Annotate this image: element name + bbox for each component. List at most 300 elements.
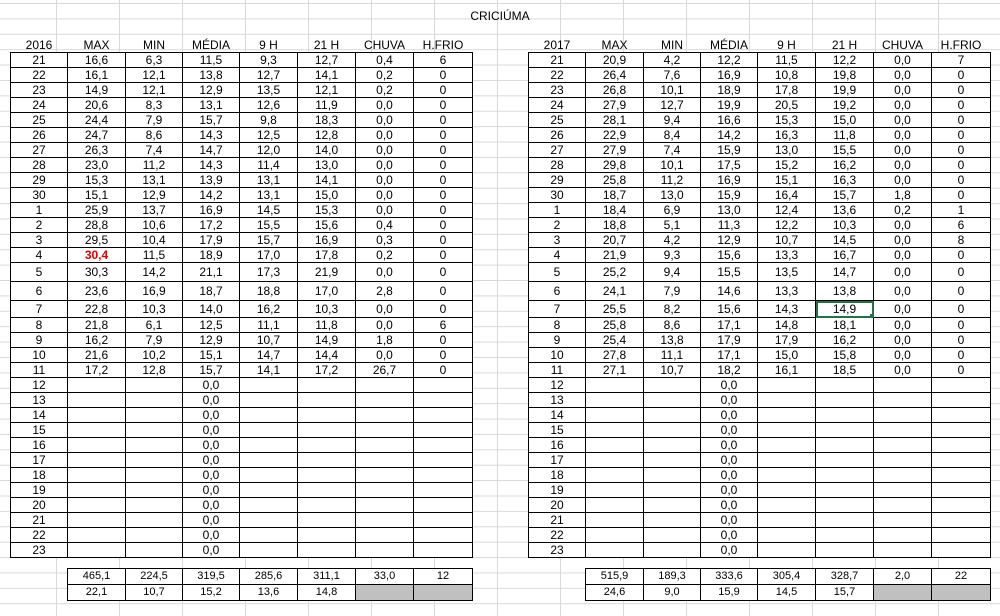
cell-hfrio[interactable] [932, 543, 991, 558]
cell-day[interactable]: 4 [11, 248, 68, 263]
cell-h9[interactable]: 16,3 [758, 128, 816, 143]
total-h21[interactable]: 311,1 [298, 569, 356, 585]
cell-h9[interactable] [758, 468, 816, 483]
cell-day[interactable]: 23 [11, 83, 68, 98]
total-max[interactable]: 465,1 [68, 569, 126, 585]
cell-hfrio[interactable] [932, 513, 991, 528]
total-h9[interactable]: 285,6 [240, 569, 298, 585]
cell-media[interactable]: 17,1 [701, 348, 758, 363]
cell-h9[interactable]: 16,4 [758, 188, 816, 203]
cell-media[interactable]: 15,7 [183, 113, 240, 128]
cell-min[interactable]: 11,5 [126, 248, 183, 263]
cell-h21[interactable]: 11,8 [298, 318, 356, 333]
cell-h21[interactable]: 12,7 [298, 53, 356, 68]
cell-day[interactable]: 23 [529, 543, 586, 558]
cell-media[interactable]: 14,6 [701, 282, 758, 301]
cell-max[interactable]: 14,9 [68, 83, 126, 98]
cell-max[interactable]: 27,8 [586, 348, 644, 363]
cell-max[interactable]: 15,3 [68, 173, 126, 188]
cell-max[interactable]: 18,7 [586, 188, 644, 203]
average-h9[interactable]: 13,6 [240, 585, 298, 601]
cell-day[interactable]: 23 [529, 83, 586, 98]
cell-media[interactable]: 0,0 [183, 498, 240, 513]
header-h9[interactable]: 9 H [259, 38, 278, 52]
cell-max[interactable]: 20,6 [68, 98, 126, 113]
cell-chuva[interactable]: 1,8 [356, 333, 414, 348]
cell-hfrio[interactable]: 0 [414, 113, 473, 128]
average-media[interactable]: 15,2 [183, 585, 240, 601]
cell-day[interactable]: 30 [529, 188, 586, 203]
header-hfrio[interactable]: H.FRIO [940, 38, 982, 52]
cell-hfrio[interactable]: 0 [932, 301, 991, 318]
cell-min[interactable] [644, 468, 701, 483]
cell-chuva[interactable]: 0,0 [874, 83, 932, 98]
cell-chuva[interactable]: 0,0 [874, 263, 932, 282]
cell-chuva[interactable] [356, 543, 414, 558]
cell-min[interactable]: 12,1 [126, 83, 183, 98]
cell-max[interactable] [68, 438, 126, 453]
cell-h9[interactable]: 14,8 [758, 318, 816, 333]
cell-hfrio[interactable]: 0 [414, 301, 473, 318]
cell-hfrio[interactable]: 0 [932, 158, 991, 173]
cell-min[interactable]: 12,9 [126, 188, 183, 203]
cell-hfrio[interactable]: 0 [414, 218, 473, 233]
cell-media[interactable]: 13,0 [701, 203, 758, 218]
average-h21[interactable]: 14,8 [298, 585, 356, 601]
cell-max[interactable] [586, 498, 644, 513]
cell-media[interactable]: 14,2 [183, 188, 240, 203]
cell-min[interactable]: 12,8 [126, 363, 183, 378]
cell-media[interactable]: 0,0 [183, 453, 240, 468]
cell-min[interactable]: 6,3 [126, 53, 183, 68]
cell-chuva[interactable]: 0,0 [874, 68, 932, 83]
cell-day[interactable]: 25 [11, 113, 68, 128]
cell-h21[interactable] [298, 528, 356, 543]
cell-h21[interactable] [298, 543, 356, 558]
cell-day[interactable]: 5 [529, 263, 586, 282]
cell-hfrio[interactable]: 0 [414, 203, 473, 218]
cell-max[interactable] [68, 408, 126, 423]
cell-chuva[interactable] [356, 498, 414, 513]
cell-h21[interactable] [816, 393, 874, 408]
cell-min[interactable]: 10,6 [126, 218, 183, 233]
cell-h9[interactable]: 13,5 [758, 263, 816, 282]
cell-chuva[interactable] [874, 453, 932, 468]
cell-hfrio[interactable]: 0 [414, 98, 473, 113]
cell-h21[interactable]: 19,2 [816, 98, 874, 113]
cell-media[interactable]: 0,0 [183, 423, 240, 438]
cell-min[interactable] [644, 498, 701, 513]
cell-media[interactable]: 18,9 [701, 83, 758, 98]
cell-h21[interactable]: 18,5 [816, 363, 874, 378]
cell-hfrio[interactable] [414, 513, 473, 528]
cell-hfrio[interactable] [414, 468, 473, 483]
cell-media[interactable]: 12,9 [183, 83, 240, 98]
cell-h21[interactable]: 13,8 [816, 282, 874, 301]
cell-h9[interactable]: 12,6 [240, 98, 298, 113]
cell-h21[interactable]: 16,2 [816, 333, 874, 348]
cell-h9[interactable]: 12,0 [240, 143, 298, 158]
cell-day[interactable]: 21 [11, 513, 68, 528]
cell-min[interactable]: 13,0 [644, 188, 701, 203]
cell-max[interactable]: 15,1 [68, 188, 126, 203]
cell-hfrio[interactable]: 7 [932, 53, 991, 68]
cell-hfrio[interactable]: 0 [932, 282, 991, 301]
total-hfrio[interactable]: 12 [414, 569, 473, 585]
cell-chuva[interactable]: 0,0 [874, 248, 932, 263]
cell-chuva[interactable]: 0,0 [356, 263, 414, 282]
cell-hfrio[interactable] [414, 438, 473, 453]
cell-h21[interactable]: 13,0 [298, 158, 356, 173]
cell-hfrio[interactable]: 0 [414, 333, 473, 348]
cell-h9[interactable]: 13,3 [758, 282, 816, 301]
cell-media[interactable]: 0,0 [183, 528, 240, 543]
header-hfrio[interactable]: H.FRIO [422, 38, 464, 52]
cell-h21[interactable]: 14,0 [298, 143, 356, 158]
cell-min[interactable]: 13,8 [644, 333, 701, 348]
cell-day[interactable]: 11 [11, 363, 68, 378]
cell-media[interactable]: 15,5 [701, 263, 758, 282]
cell-h21[interactable] [298, 378, 356, 393]
cell-hfrio[interactable]: 0 [414, 233, 473, 248]
total-chuva[interactable]: 33,0 [356, 569, 414, 585]
cell-max[interactable] [68, 498, 126, 513]
cell-chuva[interactable]: 0,0 [356, 173, 414, 188]
cell-min[interactable]: 9,4 [644, 263, 701, 282]
cell-max[interactable] [586, 528, 644, 543]
cell-hfrio[interactable]: 0 [414, 263, 473, 282]
cell-hfrio[interactable]: 0 [932, 143, 991, 158]
cell-media[interactable]: 0,0 [183, 393, 240, 408]
cell-chuva[interactable] [874, 528, 932, 543]
cell-max[interactable]: 17,2 [68, 363, 126, 378]
cell-min[interactable] [644, 543, 701, 558]
cell-chuva[interactable] [874, 513, 932, 528]
cell-min[interactable]: 7,6 [644, 68, 701, 83]
cell-media[interactable]: 0,0 [183, 543, 240, 558]
cell-h21[interactable]: 12,1 [298, 83, 356, 98]
cell-max[interactable]: 24,1 [586, 282, 644, 301]
cell-chuva[interactable]: 0,0 [874, 318, 932, 333]
cell-hfrio[interactable] [932, 408, 991, 423]
cell-max[interactable]: 16,2 [68, 333, 126, 348]
cell-h9[interactable]: 11,4 [240, 158, 298, 173]
cell-day[interactable]: 24 [529, 98, 586, 113]
cell-h21[interactable]: 14,9 [298, 333, 356, 348]
cell-h21[interactable]: 14,1 [298, 68, 356, 83]
header-media[interactable]: MÉDIA [191, 38, 230, 52]
cell-media[interactable]: 15,7 [183, 363, 240, 378]
cell-media[interactable]: 16,9 [183, 203, 240, 218]
cell-chuva[interactable]: 0,2 [356, 83, 414, 98]
cell-h9[interactable]: 13,3 [758, 248, 816, 263]
cell-day[interactable]: 12 [529, 378, 586, 393]
cell-min[interactable]: 14,2 [126, 263, 183, 282]
cell-day[interactable]: 15 [11, 423, 68, 438]
cell-media[interactable]: 13,9 [183, 173, 240, 188]
cell-h21[interactable]: 14,5 [816, 233, 874, 248]
empty-grey-cell[interactable] [932, 585, 991, 601]
cell-h9[interactable]: 13,1 [240, 188, 298, 203]
cell-min[interactable]: 10,3 [126, 301, 183, 318]
header-min[interactable]: MIN [661, 38, 683, 52]
cell-day[interactable]: 22 [11, 68, 68, 83]
header-min[interactable]: MIN [143, 38, 165, 52]
cell-hfrio[interactable]: 0 [414, 363, 473, 378]
cell-max[interactable] [586, 513, 644, 528]
cell-min[interactable]: 10,4 [126, 233, 183, 248]
cell-media[interactable]: 13,1 [183, 98, 240, 113]
cell-day[interactable]: 5 [11, 263, 68, 282]
cell-h21[interactable]: 10,3 [816, 218, 874, 233]
cell-min[interactable]: 8,6 [644, 318, 701, 333]
cell-h21[interactable] [816, 483, 874, 498]
cell-min[interactable]: 7,4 [126, 143, 183, 158]
cell-media[interactable]: 0,0 [701, 498, 758, 513]
cell-day[interactable]: 20 [11, 498, 68, 513]
cell-max[interactable]: 21,6 [68, 348, 126, 363]
total-hfrio[interactable]: 22 [932, 569, 991, 585]
cell-min[interactable]: 11,1 [644, 348, 701, 363]
cell-h9[interactable]: 13,0 [758, 143, 816, 158]
cell-chuva[interactable]: 2,8 [356, 282, 414, 301]
cell-min[interactable] [126, 498, 183, 513]
cell-media[interactable]: 14,3 [183, 158, 240, 173]
cell-h9[interactable]: 15,0 [758, 348, 816, 363]
cell-h9[interactable] [240, 438, 298, 453]
empty-grey-cell[interactable] [874, 585, 932, 601]
cell-hfrio[interactable]: 6 [414, 318, 473, 333]
cell-min[interactable]: 4,2 [644, 53, 701, 68]
cell-h21[interactable]: 14,1 [298, 173, 356, 188]
cell-h9[interactable]: 17,9 [758, 333, 816, 348]
cell-hfrio[interactable]: 0 [414, 68, 473, 83]
cell-h9[interactable] [758, 393, 816, 408]
cell-chuva[interactable] [356, 483, 414, 498]
cell-chuva[interactable]: 0,0 [356, 318, 414, 333]
cell-h21[interactable]: 18,3 [298, 113, 356, 128]
cell-day[interactable]: 29 [11, 173, 68, 188]
cell-max[interactable]: 21,8 [68, 318, 126, 333]
cell-media[interactable]: 0,0 [701, 453, 758, 468]
cell-min[interactable]: 13,7 [126, 203, 183, 218]
cell-min[interactable] [126, 423, 183, 438]
cell-day[interactable]: 7 [11, 301, 68, 318]
cell-h9[interactable] [240, 498, 298, 513]
cell-hfrio[interactable]: 0 [932, 128, 991, 143]
cell-min[interactable]: 10,1 [644, 158, 701, 173]
average-h21[interactable]: 15,7 [816, 585, 874, 601]
cell-h9[interactable]: 14,1 [240, 363, 298, 378]
cell-max[interactable]: 22,9 [586, 128, 644, 143]
cell-h9[interactable] [240, 528, 298, 543]
cell-hfrio[interactable] [932, 483, 991, 498]
cell-hfrio[interactable]: 0 [932, 113, 991, 128]
cell-chuva[interactable] [356, 378, 414, 393]
cell-min[interactable] [126, 438, 183, 453]
cell-chuva[interactable] [874, 438, 932, 453]
cell-media[interactable]: 17,9 [701, 333, 758, 348]
cell-max[interactable] [586, 438, 644, 453]
cell-max[interactable]: 24,7 [68, 128, 126, 143]
cell-media[interactable]: 0,0 [183, 438, 240, 453]
cell-max[interactable]: 25,2 [586, 263, 644, 282]
cell-chuva[interactable] [356, 453, 414, 468]
cell-h9[interactable]: 17,3 [240, 263, 298, 282]
cell-h9[interactable]: 14,7 [240, 348, 298, 363]
cell-chuva[interactable]: 0,0 [356, 203, 414, 218]
cell-max[interactable] [68, 453, 126, 468]
cell-day[interactable]: 13 [529, 393, 586, 408]
cell-chuva[interactable]: 0,0 [874, 113, 932, 128]
cell-chuva[interactable] [874, 468, 932, 483]
cell-hfrio[interactable] [414, 498, 473, 513]
cell-min[interactable]: 10,7 [644, 363, 701, 378]
cell-media[interactable]: 0,0 [701, 423, 758, 438]
cell-chuva[interactable]: 0,0 [356, 158, 414, 173]
cell-day[interactable]: 21 [529, 53, 586, 68]
cell-hfrio[interactable]: 0 [932, 363, 991, 378]
cell-max[interactable] [586, 543, 644, 558]
cell-max[interactable]: 26,4 [586, 68, 644, 83]
cell-hfrio[interactable]: 8 [932, 233, 991, 248]
cell-chuva[interactable]: 0,0 [356, 301, 414, 318]
cell-day[interactable]: 3 [529, 233, 586, 248]
cell-h21[interactable] [298, 498, 356, 513]
cell-chuva[interactable] [356, 408, 414, 423]
cell-min[interactable]: 7,9 [126, 333, 183, 348]
cell-chuva[interactable]: 0,0 [874, 53, 932, 68]
cell-media[interactable]: 0,0 [183, 513, 240, 528]
cell-chuva[interactable]: 0,0 [874, 98, 932, 113]
cell-media[interactable]: 14,0 [183, 301, 240, 318]
cell-hfrio[interactable] [932, 528, 991, 543]
cell-day[interactable]: 8 [529, 318, 586, 333]
cell-h21[interactable] [816, 498, 874, 513]
cell-max[interactable]: 25,8 [586, 173, 644, 188]
cell-day[interactable]: 9 [11, 333, 68, 348]
cell-media[interactable]: 12,2 [701, 53, 758, 68]
cell-hfrio[interactable]: 0 [414, 173, 473, 188]
cell-min[interactable] [126, 513, 183, 528]
cell-h9[interactable] [758, 438, 816, 453]
cell-hfrio[interactable]: 6 [932, 218, 991, 233]
cell-media[interactable]: 0,0 [701, 483, 758, 498]
average-h9[interactable]: 14,5 [758, 585, 816, 601]
cell-h9[interactable]: 9,3 [240, 53, 298, 68]
cell-media[interactable]: 13,8 [183, 68, 240, 83]
cell-hfrio[interactable]: 0 [932, 318, 991, 333]
cell-max[interactable]: 16,1 [68, 68, 126, 83]
cell-h21[interactable] [298, 393, 356, 408]
cell-h9[interactable] [240, 468, 298, 483]
cell-h21[interactable]: 18,1 [816, 318, 874, 333]
cell-media[interactable]: 11,3 [701, 218, 758, 233]
cell-chuva[interactable]: 0,3 [356, 233, 414, 248]
cell-h21[interactable]: 14,4 [298, 348, 356, 363]
cell-h9[interactable]: 15,5 [240, 218, 298, 233]
cell-chuva[interactable] [874, 543, 932, 558]
cell-min[interactable] [126, 378, 183, 393]
cell-h9[interactable]: 17,0 [240, 248, 298, 263]
header-max[interactable]: MAX [601, 38, 628, 52]
cell-h9[interactable] [240, 378, 298, 393]
cell-max[interactable] [586, 483, 644, 498]
cell-min[interactable]: 12,7 [644, 98, 701, 113]
cell-day[interactable]: 6 [11, 282, 68, 301]
cell-day[interactable]: 10 [11, 348, 68, 363]
cell-min[interactable] [126, 393, 183, 408]
cell-min[interactable]: 8,6 [126, 128, 183, 143]
cell-media[interactable]: 18,2 [701, 363, 758, 378]
cell-max[interactable] [586, 393, 644, 408]
cell-max[interactable]: 27,9 [586, 98, 644, 113]
average-max[interactable]: 22,1 [68, 585, 126, 601]
cell-day[interactable]: 28 [11, 158, 68, 173]
cell-hfrio[interactable]: 0 [932, 188, 991, 203]
cell-h21[interactable]: 16,2 [816, 158, 874, 173]
cell-chuva[interactable]: 0,0 [874, 218, 932, 233]
cell-max[interactable]: 30,3 [68, 263, 126, 282]
cell-media[interactable]: 18,7 [183, 282, 240, 301]
cell-hfrio[interactable]: 0 [414, 143, 473, 158]
cell-h9[interactable] [758, 498, 816, 513]
cell-chuva[interactable] [874, 483, 932, 498]
cell-h9[interactable] [758, 453, 816, 468]
cell-min[interactable] [644, 378, 701, 393]
cell-min[interactable]: 8,3 [126, 98, 183, 113]
cell-day[interactable]: 14 [529, 408, 586, 423]
cell-h21[interactable]: 14,7 [816, 263, 874, 282]
cell-h9[interactable] [758, 378, 816, 393]
cell-max[interactable]: 20,9 [586, 53, 644, 68]
cell-h21[interactable]: 19,8 [816, 68, 874, 83]
cell-day[interactable]: 26 [529, 128, 586, 143]
cell-hfrio[interactable] [932, 453, 991, 468]
cell-chuva[interactable]: 26,7 [356, 363, 414, 378]
cell-chuva[interactable]: 0,0 [874, 233, 932, 248]
cell-hfrio[interactable] [414, 423, 473, 438]
cell-max[interactable]: 25,4 [586, 333, 644, 348]
cell-h21[interactable]: 16,9 [298, 233, 356, 248]
cell-h9[interactable]: 10,7 [240, 333, 298, 348]
header-max[interactable]: MAX [83, 38, 110, 52]
cell-day[interactable]: 18 [529, 468, 586, 483]
cell-min[interactable] [644, 513, 701, 528]
cell-h9[interactable]: 16,2 [240, 301, 298, 318]
cell-h21[interactable]: 17,8 [298, 248, 356, 263]
cell-chuva[interactable] [874, 408, 932, 423]
cell-max[interactable]: 27,1 [586, 363, 644, 378]
cell-day[interactable]: 9 [529, 333, 586, 348]
cell-day[interactable]: 11 [529, 363, 586, 378]
cell-hfrio[interactable] [932, 468, 991, 483]
cell-hfrio[interactable]: 0 [932, 98, 991, 113]
cell-media[interactable]: 15,9 [701, 188, 758, 203]
cell-min[interactable] [644, 423, 701, 438]
cell-max[interactable]: 23,0 [68, 158, 126, 173]
cell-day[interactable]: 1 [11, 203, 68, 218]
total-h9[interactable]: 305,4 [758, 569, 816, 585]
cell-media[interactable]: 16,9 [701, 173, 758, 188]
cell-hfrio[interactable]: 0 [932, 333, 991, 348]
cell-max[interactable] [68, 528, 126, 543]
cell-min[interactable] [644, 528, 701, 543]
cell-chuva[interactable]: 0,0 [356, 188, 414, 203]
cell-h9[interactable] [240, 543, 298, 558]
cell-day[interactable]: 8 [11, 318, 68, 333]
cell-h21[interactable] [816, 513, 874, 528]
